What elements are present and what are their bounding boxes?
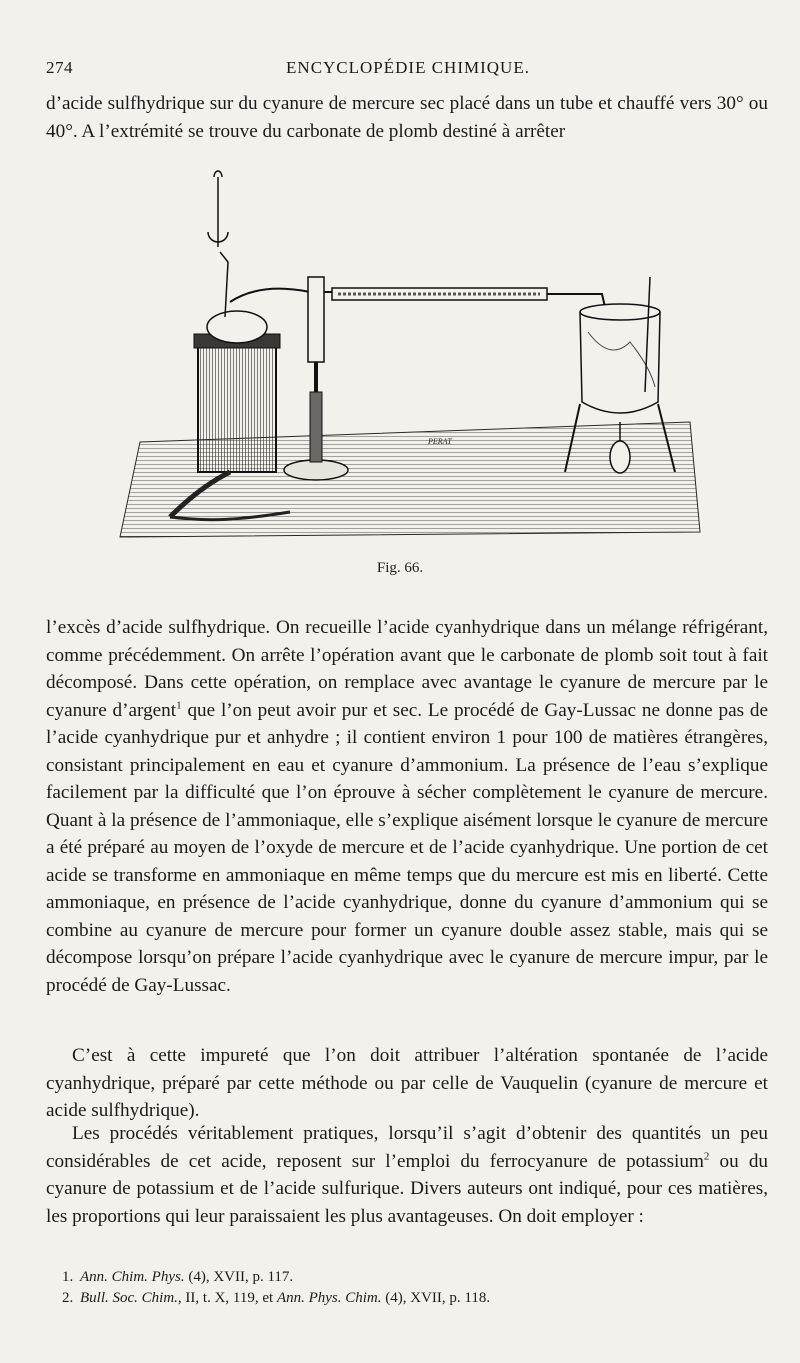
glass-tube [332,288,605,307]
footnote-number: 1. [62,1269,74,1285]
footnote-journal-2: Ann. Phys. Chim. [276,1290,382,1306]
paragraph-main [46,614,768,999]
paragraph-main-text-b: que l’on peut avoir pur et sec. Le procédé de Gay-Lussac ne donne pas de l’acide cyanhydrique pur et anhydre ; il contient environ 1 pour 100 de matières étrangères, consistant principalement en eau et cyanure d’ammonium. La présence de l’eau s’explique facilement par la difficulté que l’on éprouve à sécher complètement le cyanure de mercure. Quant à la présence de l’ammoniaque, elle s’explique aisément lorsque le cyanure de mercure a été préparé au moyen de l’oxyde de mercure et de l’acide cyanhydrique. Une portion de cet acide se transforme en ammoniaque en même temps que du mercure est mis en liberté. Cette ammoniaque, en présence de l’acide cyanhydrique, donne du cyanure d’ammonium qui se combine au cyanure de mercure pour former un cyanure double assez stable, mais qui se décompose lorsqu’on prépare l’acide cyanhydrique avec le cyanure de mercure impur, par le procédé de Gay-Lussac. [46,699,768,996]
footnote-ref-2: (4), XVII, p. 118. [381,1290,491,1306]
page-number: 274 [46,58,73,77]
page-header [46,58,770,84]
footnote-ref-1: 1 [176,699,182,712]
flask [207,171,267,343]
paragraph-main-text-a: l’excès d’acide sulfhydrique. On recueille l’acide cyanhydrique dans un mélange réfrigérant, comme précédemment. On arrête l’opération avant que le carbonate de plomb soit tout à fait décomposé. Dans cette opération, on remplace avec avantage le cyanure de mercure par le cyanure d’argent [46,617,768,721]
footnote-journal: Ann. Chim. Phys. [80,1269,185,1285]
footnote-number: 2. [62,1290,74,1306]
paragraph-second: C’est à cette impureté que l’on doit attribuer l’altération spontanée de l’acide cyanhydrique, préparé par cette méthode ou par celle de Vauquelin (cyanure de mercure et acide sulfhydrique). [46,1045,768,1121]
footnote-2 [62,1288,762,1309]
footnote-journal: Bull. Soc. Chim. [80,1290,178,1306]
engraver-signature: PERAT [428,437,452,446]
paragraph-third-text-b: ou du cyanure de potassium et de l’acide sulfurique. Divers auteurs ont indiqué, pour ces matières, les proportions qui leur paraissaient les plus avantageuses. On doit employer : [46,1150,769,1227]
footnote-1 [62,1267,762,1288]
running-title: ENCYCLOPÉDIE CHIMIQUE. [286,58,530,77]
paragraph-third-text-a: Les procédés véritablement pratiques, lorsqu’il s’agit d’obtenir des quantités un peu considérables de cet acide, reposent sur l’emploi du ferrocyanure de potassium [46,1123,768,1172]
paragraph-third [46,1120,768,1230]
footnotes [62,1267,762,1309]
footnote-ref-2: 2 [703,1150,710,1163]
footnote-ref: (4), XVII, p. 117. [184,1269,294,1285]
apparatus-engraving [110,152,710,542]
figure-caption: Fig. 66. [376,560,424,576]
paragraph-top: d’acide sulfhydrique sur du cyanure de mercure sec placé dans un tube et chauffé vers 30° ou 40°. A l’extrémité se trouve du carbonate de plomb destiné à arrêter [46,93,768,142]
figure-apparatus [110,152,710,542]
footnote-ref: , II, t. X, 119, et [177,1290,277,1306]
